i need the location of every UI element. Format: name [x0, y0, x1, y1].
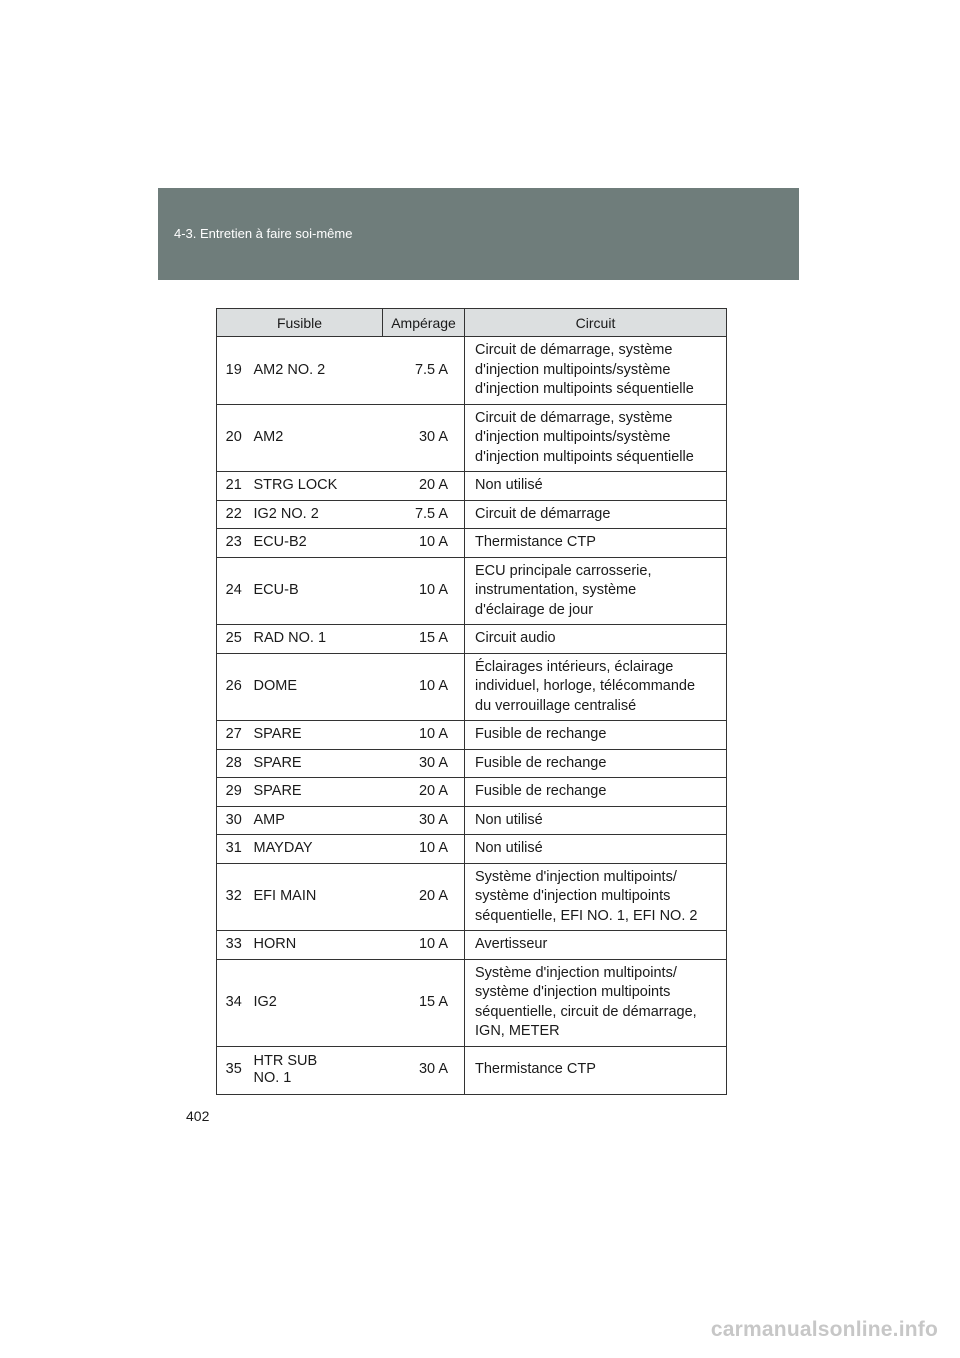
table-row: [217, 863, 727, 931]
fuse-number: 32: [217, 863, 251, 931]
fuse-circuit: [465, 806, 727, 835]
table-row: [217, 625, 727, 654]
fuse-circuit: [465, 557, 727, 625]
table-row: [217, 337, 727, 405]
fuse-name: [251, 778, 383, 807]
fuse-number: 35: [217, 1046, 251, 1094]
fuse-number: 31: [217, 835, 251, 864]
table-row: [217, 721, 727, 750]
fuse-circuit-line: d'injection multipoints séquentielle: [475, 448, 694, 465]
fuse-name-line: HORN: [253, 936, 297, 953]
section-title: 4-3. Entretien à faire soi-même: [174, 226, 353, 241]
fuse-amperage: 10 A: [383, 557, 465, 625]
fuse-name: [251, 625, 383, 654]
fuse-name: [251, 404, 383, 472]
fuse-number: 34: [217, 959, 251, 1046]
fuse-amperage: 10 A: [383, 835, 465, 864]
fuse-amperage: 7.5 A: [383, 500, 465, 529]
table-row: [217, 778, 727, 807]
fuse-circuit-line: système d'injection multipoints: [475, 984, 671, 1000]
fuse-circuit-line: individuel, horloge, télécommande: [475, 678, 696, 694]
table-row: [217, 835, 727, 864]
fuse-circuit-line: d'éclairage de jour: [475, 601, 594, 618]
fuse-name: [251, 529, 383, 558]
fuse-circuit-line: Thermistance CTP: [475, 1061, 596, 1078]
fuse-circuit-line: d'injection multipoints séquentielle: [475, 381, 694, 397]
fuse-circuit-line: Non utilisé: [475, 840, 543, 856]
fuse-number: 33: [217, 931, 251, 960]
fuse-circuit-line: Circuit audio: [475, 630, 556, 646]
fuse-amperage: 15 A: [383, 625, 465, 654]
fuse-circuit-line: Éclairages intérieurs, éclairage: [475, 658, 674, 675]
fuse-name: [251, 721, 383, 750]
table-row: [217, 557, 727, 625]
fuse-circuit-line: Non utilisé: [475, 811, 543, 828]
fuse-amperage: 10 A: [383, 721, 465, 750]
fuse-number: 19: [217, 337, 251, 405]
fuse-circuit-line: Système d'injection multipoints/: [475, 964, 677, 981]
fuse-circuit-line: Fusible de rechange: [475, 726, 607, 742]
fuse-table: [216, 308, 727, 1095]
fuse-circuit-line: Fusible de rechange: [475, 754, 607, 771]
fuse-amperage: 30 A: [383, 1046, 465, 1094]
fuse-amperage: 30 A: [383, 749, 465, 778]
fuse-number: 25: [217, 625, 251, 654]
fuse-circuit-line: Circuit de démarrage, système: [475, 409, 673, 426]
table-row: [217, 749, 727, 778]
fuse-name: [251, 959, 383, 1046]
fuse-circuit: [465, 749, 727, 778]
fuse-name-line: SPARE: [253, 726, 302, 743]
fuse-circuit-line: du verrouillage centralisé: [475, 697, 637, 714]
fuse-circuit: [465, 835, 727, 864]
fuse-circuit: [465, 931, 727, 960]
fuse-number: 22: [217, 500, 251, 529]
fuse-amperage: 10 A: [383, 931, 465, 960]
fuse-name-line: IG2: [253, 994, 277, 1010]
fuse-number: 27: [217, 721, 251, 750]
table-row: [217, 500, 727, 529]
fuse-name: [251, 1046, 383, 1094]
fuse-amperage: 20 A: [383, 863, 465, 931]
fuse-circuit: [465, 625, 727, 654]
table-row: [217, 472, 727, 501]
fuse-amperage: 10 A: [383, 529, 465, 558]
fuse-amperage: 30 A: [383, 806, 465, 835]
table-row: [217, 959, 727, 1046]
fuse-circuit-line: Thermistance CTP: [475, 534, 596, 550]
table-row: [217, 653, 727, 721]
fuse-name: [251, 472, 383, 501]
fuse-circuit-line: IGN, METER: [475, 1023, 560, 1039]
fuse-circuit-line: Circuit de démarrage: [475, 505, 611, 522]
table-row: [217, 1046, 727, 1094]
fuse-table-body: [217, 337, 727, 1095]
fuse-name: [251, 835, 383, 864]
fuse-circuit-line: Non utilisé: [475, 477, 543, 493]
page-number: 402: [186, 1108, 210, 1124]
section-header-band: [158, 188, 799, 280]
table-header-row: [217, 309, 727, 337]
fuse-name: [251, 863, 383, 931]
fuse-circuit-line: Fusible de rechange: [475, 783, 607, 799]
fuse-circuit-line: d'injection multipoints/système: [475, 361, 671, 378]
fuse-name-line: DOME: [253, 678, 297, 695]
fuse-number: 30: [217, 806, 251, 835]
fuse-name-line: AMP: [253, 811, 285, 828]
header-fuse: Fusible: [217, 309, 383, 337]
fuse-name-line: AM2: [253, 429, 284, 446]
fuse-name-line: MAYDAY: [253, 840, 313, 857]
fuse-circuit-line: Circuit de démarrage, système: [475, 342, 673, 358]
fuse-name-line: ECU-B2: [253, 534, 307, 551]
fuse-name: [251, 749, 383, 778]
fuse-circuit-line: Avertisseur: [475, 936, 548, 952]
fuse-name-line: AM2 NO. 2: [253, 361, 326, 378]
header-amperage: Ampérage: [383, 309, 465, 337]
fuse-circuit: [465, 721, 727, 750]
fuse-name: [251, 500, 383, 529]
fuse-number: 23: [217, 529, 251, 558]
watermark: carmanualsonline.info: [710, 1318, 938, 1341]
fuse-circuit: [465, 472, 727, 501]
table-row: [217, 931, 727, 960]
fuse-name-line: ECU-B: [253, 582, 299, 599]
header-circuit: Circuit: [465, 309, 727, 337]
fuse-amperage: 30 A: [383, 404, 465, 472]
fuse-name-line: SPARE: [253, 754, 302, 771]
fuse-circuit: [465, 1046, 727, 1094]
fuse-amperage: 20 A: [383, 778, 465, 807]
fuse-circuit-line: système d'injection multipoints: [475, 888, 671, 904]
fuse-amperage: 10 A: [383, 653, 465, 721]
fuse-name: [251, 931, 383, 960]
table-row: [217, 806, 727, 835]
fuse-name-line: NO. 1: [253, 1070, 292, 1086]
fuse-name-line: SPARE: [253, 783, 302, 800]
fuse-name-line: STRG LOCK: [253, 477, 338, 494]
fuse-name-line: HTR SUB: [253, 1053, 318, 1069]
table-row: [217, 529, 727, 558]
fuse-circuit-line: Système d'injection multipoints/: [475, 868, 677, 885]
fuse-name-line: IG2 NO. 2: [253, 505, 319, 522]
fuse-amperage: 15 A: [383, 959, 465, 1046]
fuse-circuit-line: séquentielle, EFI NO. 1, EFI NO. 2: [475, 907, 698, 924]
fuse-circuit: [465, 404, 727, 472]
fuse-circuit: [465, 653, 727, 721]
fuse-circuit-line: séquentielle, circuit de démarrage,: [475, 1003, 697, 1020]
fuse-circuit: [465, 959, 727, 1046]
fuse-name-line: EFI MAIN: [253, 888, 317, 905]
fuse-name: [251, 653, 383, 721]
fuse-number: 20: [217, 404, 251, 472]
fuse-name: [251, 337, 383, 405]
fuse-amperage: 7.5 A: [383, 337, 465, 405]
fuse-name: [251, 557, 383, 625]
fuse-amperage: 20 A: [383, 472, 465, 501]
fuse-circuit: [465, 778, 727, 807]
fuse-circuit: [465, 337, 727, 405]
fuse-circuit: [465, 863, 727, 931]
fuse-number: 26: [217, 653, 251, 721]
fuse-number: 28: [217, 749, 251, 778]
fuse-number: 29: [217, 778, 251, 807]
fuse-name-line: RAD NO. 1: [253, 630, 327, 647]
fuse-circuit-line: ECU principale carrosserie,: [475, 562, 652, 579]
fuse-circuit: [465, 500, 727, 529]
fuse-number: 21: [217, 472, 251, 501]
table-row: [217, 404, 727, 472]
fuse-name: [251, 806, 383, 835]
fuse-circuit: [465, 529, 727, 558]
fuse-number: 24: [217, 557, 251, 625]
fuse-circuit-line: d'injection multipoints/système: [475, 429, 671, 445]
fuse-circuit-line: instrumentation, système: [475, 582, 637, 598]
